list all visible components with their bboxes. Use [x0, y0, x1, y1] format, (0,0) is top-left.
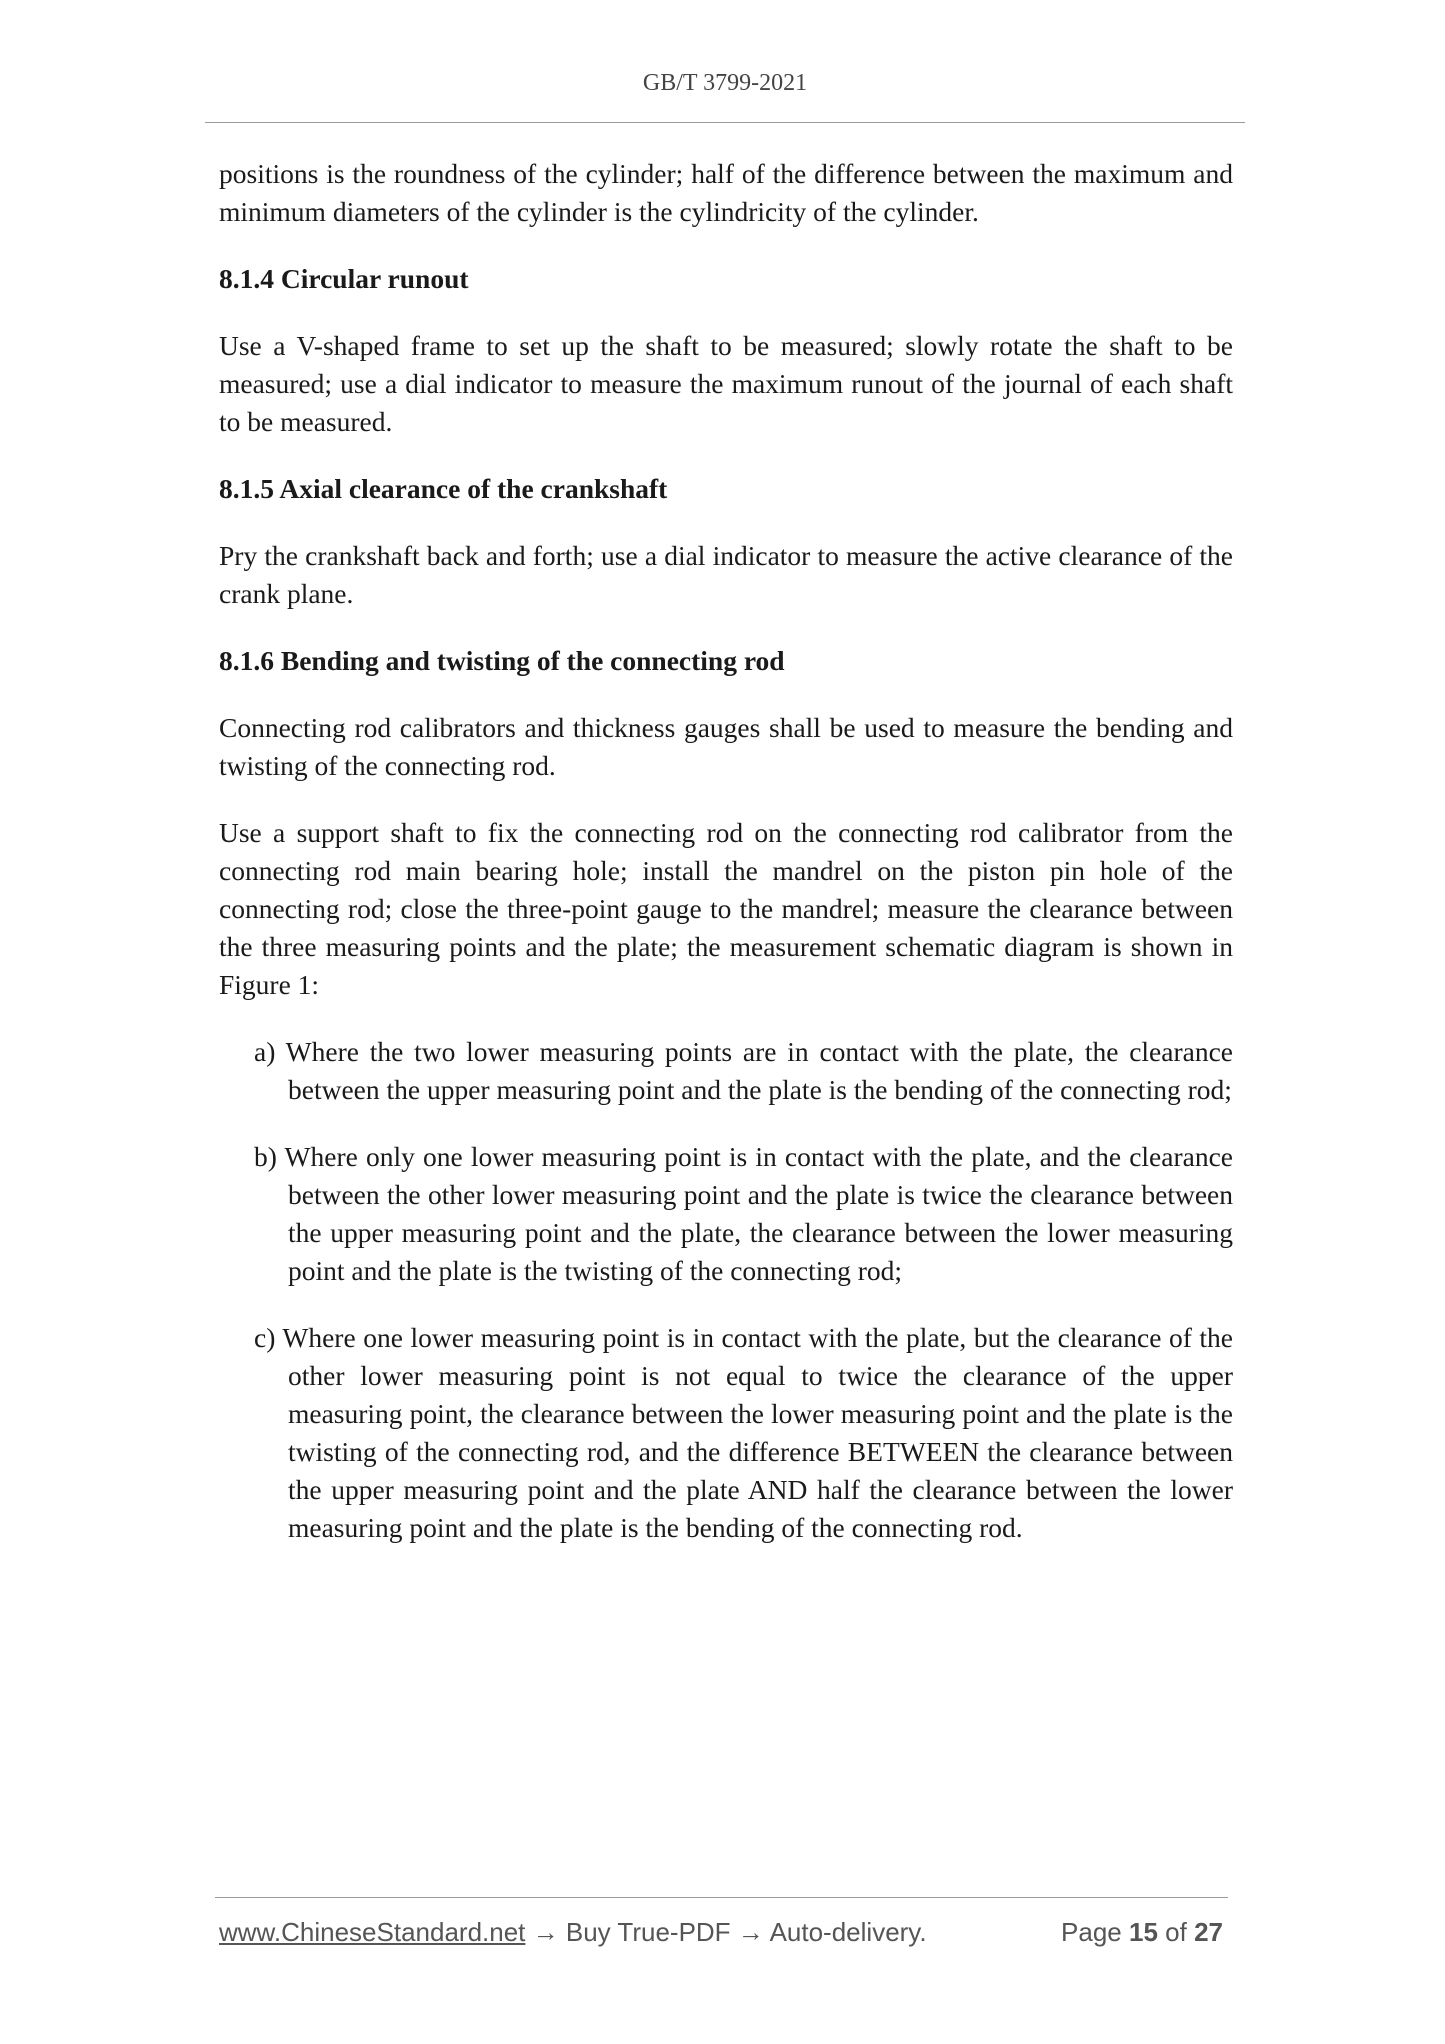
section-heading-8-1-4: 8.1.4 Circular runout [219, 263, 469, 294]
paragraph-intro: positions is the roundness of the cylinder; half of the difference between the maximum and minimum diameters of the cylinder is the cylindricity of the cylinder. [219, 158, 1233, 227]
footer-tagline: → Buy True-PDF → Auto-delivery. [525, 1917, 927, 1947]
paragraph-8-1-5: Pry the crankshaft back and forth; use a dial indicator to measure the active clearance of the crank plane. [219, 540, 1233, 609]
page-label: Page [1061, 1917, 1122, 1947]
list-item-c: c) Where one lower measuring point is in contact with the plate, but the clearance of the other lower measuring point is not equal to twice the clearance of the upper measuring point, the clearance between the lower measuring point and the plate is the twisting of the connecting rod, and the difference BETWEEN the clearance between the upper measuring point and the plate AND half the clearance between the lower measuring point and the plate is the bending of the connecting rod. [254, 1322, 1233, 1543]
footer-divider [215, 1897, 1228, 1898]
document-body [219, 155, 1233, 1576]
page-header: GB/T 3799-2021 [642, 70, 808, 96]
paragraph-8-1-4: Use a V-shaped frame to set up the shaft to be measured; slowly rotate the shaft to be measured; use a dial indicator to measure the maximum runout of the journal of each shaft to be measured. [219, 330, 1233, 437]
paragraph-8-1-6-second: Use a support shaft to fix the connecting rod on the connecting rod calibrator from the connecting rod main bearing hole; install the mandrel on the piston pin hole of the connecting rod; close the three-point gauge to the mandrel; measure the clearance between the three measuring points and the plate; the measurement schematic diagram is shown in Figure 1: [219, 817, 1233, 1000]
page-total: 27 [1194, 1917, 1223, 1947]
paragraph-8-1-6-first: Connecting rod calibrators and thickness gauges shall be used to measure the bending and twisting of the connecting rod. [219, 712, 1233, 781]
header-divider [205, 122, 1245, 123]
page-footer [219, 1917, 1223, 1948]
section-heading-8-1-6: 8.1.6 Bending and twisting of the connecting rod [219, 645, 785, 676]
page-indicator [1061, 1917, 1223, 1948]
of-label: of [1165, 1917, 1187, 1947]
list-item-b: b) Where only one lower measuring point is in contact with the plate, and the clearance between the other lower measuring point and the plate is twice the clearance between the upper measuring point and the plate, the clearance between the lower measuring point and the plate is the twisting of the connecting rod; [254, 1141, 1233, 1286]
list-item-a: a) Where the two lower measuring points are in contact with the plate, the clearance between the upper measuring point and the plate is the bending of the connecting rod; [254, 1036, 1233, 1105]
website-link[interactable]: www.ChineseStandard.net [219, 1917, 526, 1947]
page-current: 15 [1129, 1917, 1158, 1947]
section-heading-8-1-5: 8.1.5 Axial clearance of the crankshaft [219, 473, 668, 504]
